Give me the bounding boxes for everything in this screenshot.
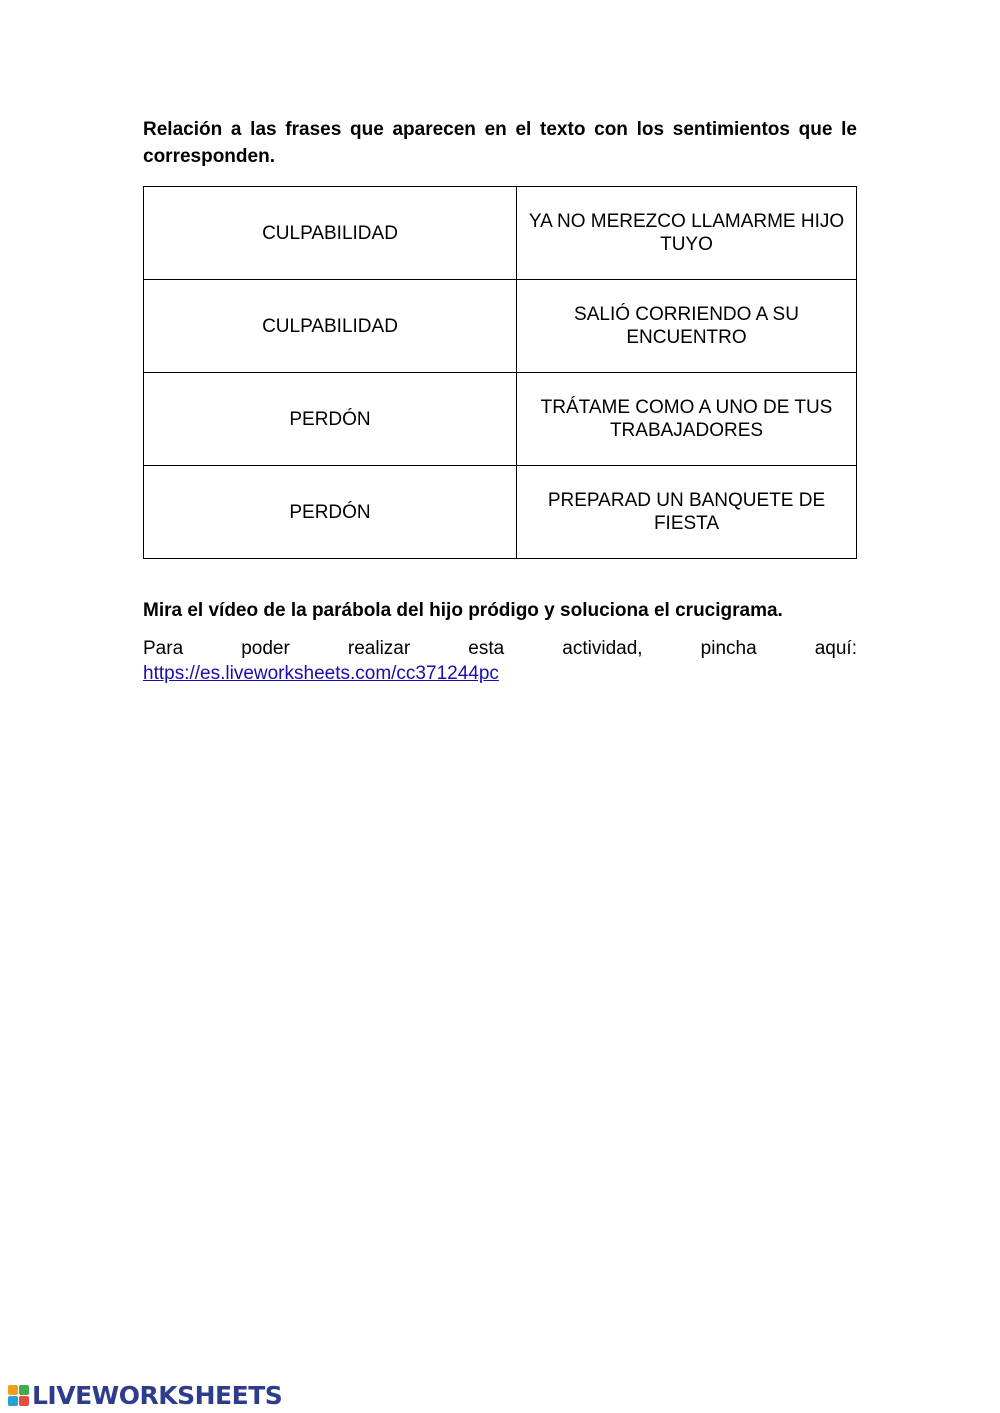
table-row [144,373,857,466]
logo-blocks-icon [8,1385,29,1406]
activity-word: aquí: [814,638,857,659]
phrase-cell[interactable]: YA NO MEREZCO LLAMARME HIJO TUYO [517,187,857,280]
activity-sentence [143,636,857,661]
logo-block [8,1396,18,1406]
activity-word: Para [143,638,184,659]
feeling-cell[interactable]: CULPABILIDAD [144,280,517,373]
table-row [144,187,857,280]
logo-block [19,1385,29,1395]
phrase-cell[interactable]: PREPARAD UN BANQUETE DE FIESTA [517,466,857,559]
activity-link[interactable]: https://es.liveworksheets.com/cc371244pc [143,663,499,684]
activity-word: pincha [700,638,757,659]
instruction-relate: Relación a las frases que aparecen en el texto con los sentimientos que le corresponden. [143,119,857,167]
activity-word: realizar [347,638,411,659]
matching-table [143,186,857,559]
feeling-cell[interactable]: CULPABILIDAD [144,187,517,280]
activity-paragraph [143,636,857,686]
liveworksheets-logo[interactable] [8,1381,282,1410]
logo-text: LIVEWORKSHEETS [32,1381,283,1410]
phrase-cell[interactable]: SALIÓ CORRIENDO A SU ENCUENTRO [517,280,857,373]
logo-block [8,1385,18,1395]
table-row [144,280,857,373]
table-row [144,466,857,559]
logo-block [19,1396,29,1406]
feeling-cell[interactable]: PERDÓN [144,466,517,559]
activity-word: poder [241,638,290,659]
activity-word: esta [468,638,505,659]
instruction-video: Mira el vídeo de la parábola del hijo pródigo y soluciona el crucigrama. [143,600,783,621]
phrase-cell[interactable]: TRÁTAME COMO A UNO DE TUS TRABAJADORES [517,373,857,466]
activity-word: actividad, [562,638,643,659]
feeling-cell[interactable]: PERDÓN [144,373,517,466]
